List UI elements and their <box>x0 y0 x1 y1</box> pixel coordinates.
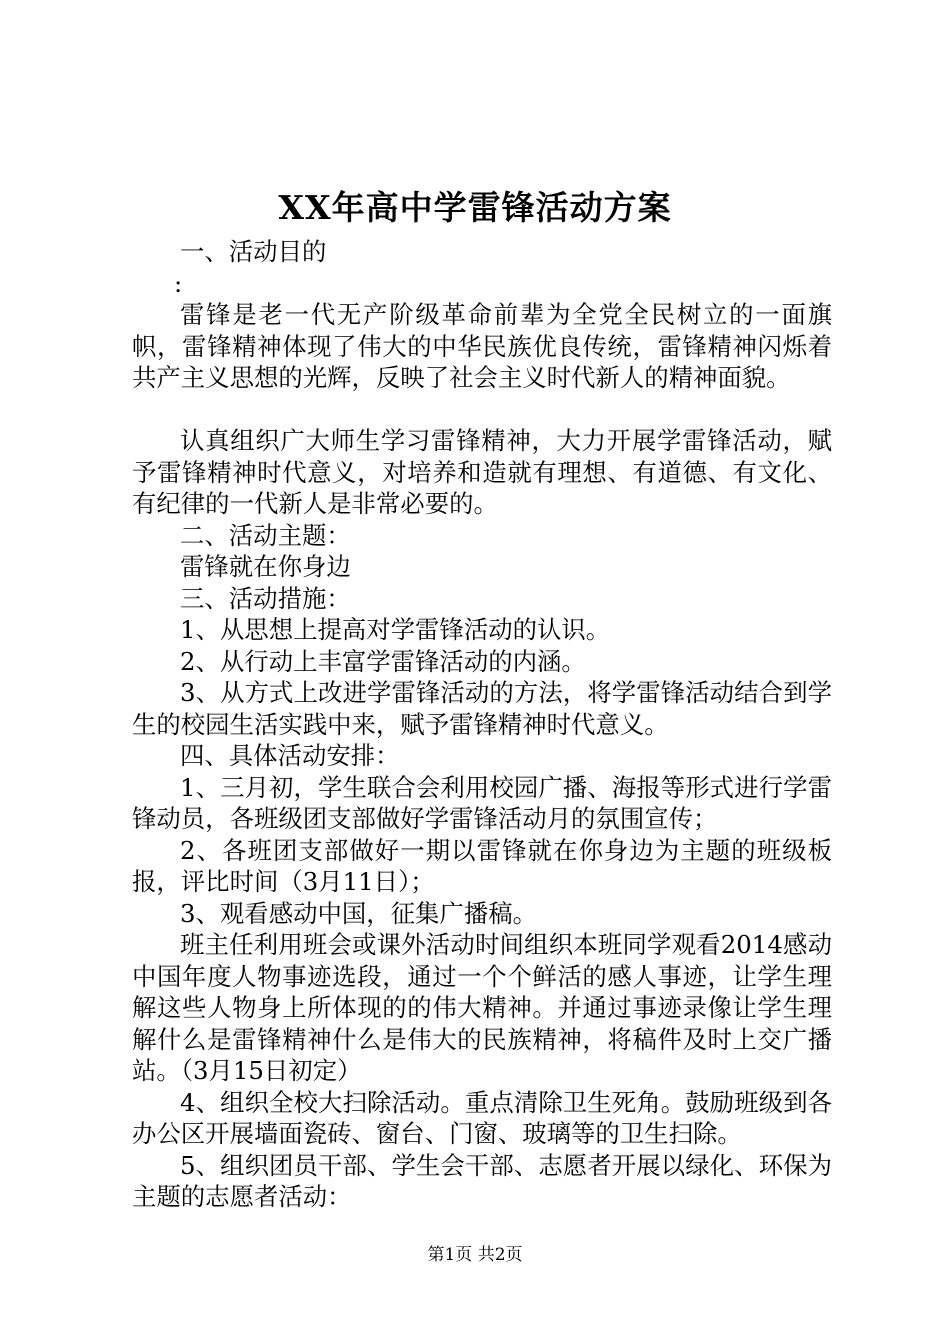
paragraph-study-organize: 认真组织广大师生学习雷锋精神，大力开展学雷锋活动，赋予雷锋精神时代意义，对培养和造就有理想、有道德、有文化、有纪律的一代新人是非常必要的。 <box>132 426 832 518</box>
arrangement-item-2: 2、各班团支部做好一期以雷锋就在你身边为主题的班级板报，评比时间（3月11日）； <box>132 835 832 896</box>
arrangement-item-4: 4、组织全校大扫除活动。重点清除卫生死角。鼓励班级到各办公区开展墙面瓷砖、窗台、门窗、玻璃等的卫生扫除。 <box>132 1087 832 1148</box>
measure-item-2: 2、从行动上丰富学雷锋活动的内涵。 <box>180 646 586 676</box>
measure-item-1: 1、从思想上提高对学雷锋活动的认识。 <box>180 615 611 644</box>
document-title: XX年高中学雷锋活动方案 <box>278 188 672 227</box>
measure-item-3: 3、从方式上改进学雷锋活动的方法，将学雷锋活动结合到学生的校园生活实践中来，赋予雷锋精神时代意义。 <box>132 678 832 739</box>
arrangement-item-1: 1、三月初，学生联合会利用校园广播、海报等形式进行学雷锋动员，各班级团支部做好学雷锋活动月的氛围宣传； <box>132 772 832 833</box>
stray-colon: : <box>174 268 183 298</box>
arrangement-item-3-detail: 班主任利用班会或课外活动时间组织本班同学观看2014感动中国年度人物事迹选段，通过一个个鲜活的感人事迹，让学生理解这些人物身上所体现的的伟大精神。并通过事迹录像让学生理解什么是雷锋精神什么是伟大的民族精神，将稿件及时上交广播站。（3月15日初定） <box>132 930 832 1085</box>
document-body <box>132 236 832 1213</box>
section-heading-arrangements: 四、具体活动安排： <box>180 741 400 770</box>
section-heading-theme: 二、活动主题： <box>180 520 351 550</box>
theme-text: 雷锋就在你身边 <box>180 552 351 581</box>
section-heading-purpose: 一、活动目的 <box>180 237 327 266</box>
section-heading-measures: 三、活动措施： <box>180 583 351 613</box>
paragraph-lei-feng-intro: 雷锋是老一代无产阶级革命前辈为全党全民树立的一面旗帜，雷锋精神体现了伟大的中华民族优良传统，雷锋精神闪烁着共产主义思想的光辉，反映了社会主义时代新人的精神面貌。 <box>132 300 832 392</box>
arrangement-item-5: 5、组织团员干部、学生会干部、志愿者开展以绿化、环保为主题的志愿者活动： <box>132 1150 832 1211</box>
arrangement-item-3: 3、观看感动中国，征集广播稿。 <box>180 898 537 928</box>
page-footer: 第1页 共2页 <box>427 1245 523 1265</box>
